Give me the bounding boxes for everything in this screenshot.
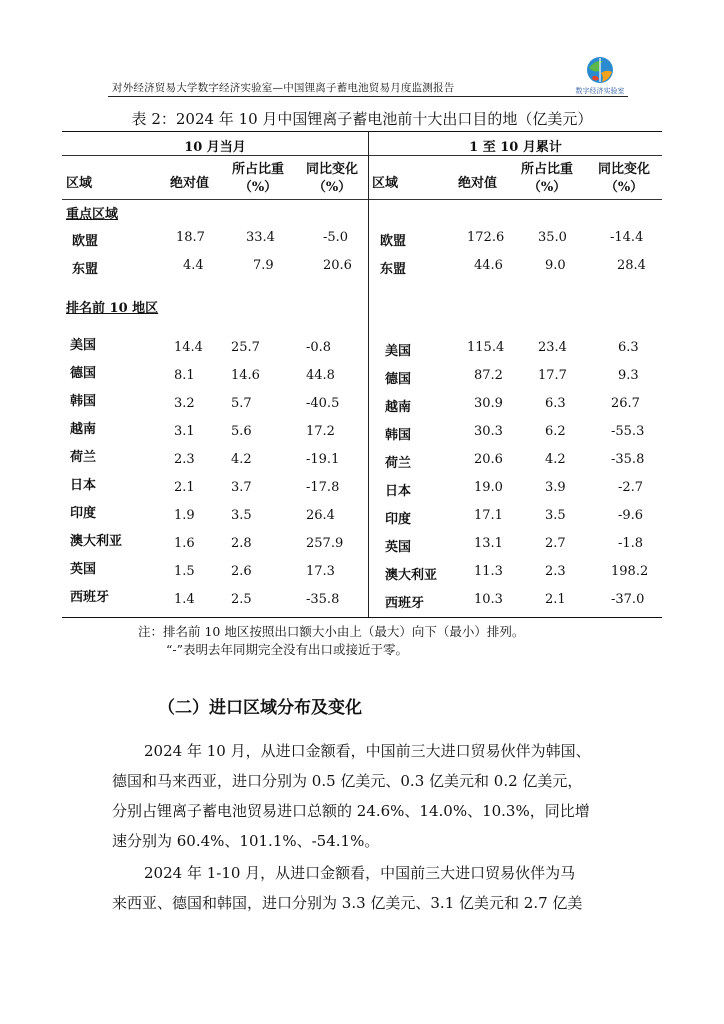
- row-yoy-left: -35.8: [306, 592, 340, 607]
- table-row: [0, 586, 724, 611]
- row-share-right: 4.2: [545, 452, 566, 467]
- row-abs-left: 2.1: [174, 480, 195, 495]
- col-header-region-right: 区域: [372, 176, 399, 191]
- row-yoy-right: 9.3: [618, 368, 639, 383]
- row-abs-right: 30.3: [474, 424, 503, 439]
- row-region-right: 欧盟: [380, 234, 407, 249]
- table-group-rule: [62, 155, 662, 156]
- paragraph-1-line-3: 分别占锂离子蓄电池贸易进口总额的 24.6%、14.0%、10.3%，同比增: [112, 802, 590, 820]
- paragraph-1-line-4: 速分别为 60.4%、101.1%、-54.1%。: [112, 832, 380, 850]
- row-share-right: 6.3: [545, 396, 566, 411]
- row-region-right: 印度: [385, 512, 412, 527]
- logo-text: 数字经济实验室: [575, 87, 625, 95]
- table-row: [0, 502, 724, 527]
- row-abs-right: 30.9: [474, 396, 503, 411]
- row-region-left: 越南: [70, 422, 97, 437]
- row-abs-right: 87.2: [474, 368, 503, 383]
- row-share-right: 2.3: [545, 564, 566, 579]
- row-share-left: 7.9: [253, 258, 274, 273]
- col-header-abs-left: 绝对值: [170, 176, 210, 191]
- table-row: [0, 558, 724, 583]
- section-key-regions: 重点区域: [66, 207, 119, 222]
- row-share-left: 5.6: [231, 424, 252, 439]
- row-abs-left: 1.5: [174, 564, 195, 579]
- row-yoy-right: 28.4: [617, 258, 646, 273]
- table-row: [0, 390, 724, 415]
- row-abs-right: 11.3: [474, 564, 503, 579]
- row-abs-left: 1.9: [174, 508, 195, 523]
- table-row: [0, 530, 724, 555]
- col-header-share-right-l1: 所占比重: [520, 162, 573, 177]
- table-note-2: “-”表明去年同期完全没有出口或接近于零。: [166, 642, 409, 657]
- row-region-right: 英国: [385, 540, 412, 555]
- row-abs-left: 3.1: [174, 424, 195, 439]
- section-heading: （二）进口区域分布及变化: [158, 698, 362, 718]
- row-yoy-left: 26.4: [306, 508, 335, 523]
- row-yoy-left: 44.8: [306, 368, 335, 383]
- row-yoy-right: -35.8: [611, 452, 645, 467]
- row-share-left: 3.5: [231, 508, 252, 523]
- col-header-yoy-right: [590, 161, 658, 197]
- row-yoy-left: 257.9: [306, 536, 344, 551]
- row-yoy-right: -2.7: [618, 480, 644, 495]
- col-header-share-left: [226, 161, 290, 197]
- row-share-right: 3.5: [545, 508, 566, 523]
- row-abs-right: 172.6: [467, 230, 505, 245]
- table-row: [0, 230, 724, 250]
- row-share-right: 2.1: [545, 592, 566, 607]
- row-region-left: 西班牙: [70, 590, 110, 605]
- table-caption: 表 2：2024 年 10 月中国锂离子蓄电池前十大出口目的地（亿美元）: [131, 110, 593, 128]
- row-yoy-right: 6.3: [618, 340, 639, 355]
- col-header-yoy-right-l1: 同比变化: [597, 162, 650, 177]
- row-yoy-right: -9.6: [618, 508, 644, 523]
- row-abs-left: 3.2: [174, 396, 195, 411]
- col-header-share-right: [514, 161, 580, 197]
- row-yoy-right: 26.7: [611, 396, 640, 411]
- row-yoy-right: -37.0: [611, 592, 645, 607]
- report-header-title: 对外经济贸易大学数字经济实验室—中国锂离子蓄电池贸易月度监测报告: [112, 82, 455, 94]
- row-share-left: 2.6: [231, 564, 252, 579]
- table-bottom-rule: [62, 617, 662, 618]
- row-abs-right: 10.3: [474, 592, 503, 607]
- row-yoy-left: 17.2: [306, 424, 335, 439]
- row-yoy-left: -5.0: [323, 230, 349, 245]
- row-abs-left: 1.4: [174, 592, 195, 607]
- row-share-left: 2.5: [231, 592, 252, 607]
- table-note-1: 注：排名前 10 地区按照出口额大小由上（最大）向下（最小）排列。: [138, 624, 525, 639]
- row-region-right: 西班牙: [385, 596, 425, 611]
- col-header-yoy-left-l1: 同比变化: [305, 162, 358, 177]
- row-yoy-right: -1.8: [618, 536, 644, 551]
- row-region-right: 越南: [385, 400, 412, 415]
- row-region-left: 印度: [70, 506, 97, 521]
- paragraph-1-line-2: 德国和马来西亚，进口分别为 0.5 亿美元、0.3 亿美元和 0.2 亿美元，: [112, 772, 583, 790]
- row-yoy-left: -19.1: [306, 452, 340, 467]
- row-yoy-right: -14.4: [610, 230, 644, 245]
- row-share-left: 33.4: [246, 230, 275, 245]
- table-row: [0, 362, 724, 387]
- row-abs-left: 1.6: [174, 536, 195, 551]
- row-abs-right: 13.1: [474, 536, 503, 551]
- row-share-right: 23.4: [538, 340, 567, 355]
- col-header-yoy-left: [300, 161, 364, 197]
- row-abs-left: 18.7: [176, 230, 205, 245]
- table-row: [0, 258, 724, 278]
- row-share-right: 35.0: [538, 230, 567, 245]
- row-region-right: 韩国: [385, 428, 412, 443]
- logo: [575, 55, 625, 99]
- table-row: [0, 474, 724, 499]
- row-region-left: 英国: [70, 562, 97, 577]
- col-header-share-left-l2: （%）: [238, 180, 278, 195]
- col-header-share-right-l2: （%）: [527, 180, 567, 195]
- row-region-left: 日本: [70, 478, 97, 493]
- globe-logo-icon: [585, 55, 615, 85]
- row-region-right: 澳大利亚: [385, 568, 438, 583]
- row-yoy-left: -0.8: [306, 340, 332, 355]
- row-region-right: 美国: [385, 344, 412, 359]
- row-yoy-left: 17.3: [306, 564, 335, 579]
- row-region-left: 韩国: [70, 394, 97, 409]
- col-header-abs-right: 绝对值: [458, 176, 498, 191]
- row-share-left: 2.8: [231, 536, 252, 551]
- table-header-rule: [62, 199, 662, 200]
- group-header-october: 10 月当月: [184, 140, 246, 155]
- row-region-right: 德国: [385, 372, 412, 387]
- row-region-right: 荷兰: [385, 456, 412, 471]
- row-share-right: 9.0: [545, 258, 566, 273]
- group-header-cumulative: 1 至 10 月累计: [469, 140, 562, 155]
- row-abs-left: 14.4: [174, 340, 203, 355]
- row-abs-left: 8.1: [174, 368, 195, 383]
- col-header-share-left-l1: 所占比重: [231, 162, 284, 177]
- row-share-left: 14.6: [231, 368, 260, 383]
- row-yoy-left: 20.6: [323, 258, 352, 273]
- row-share-left: 4.2: [231, 452, 252, 467]
- row-share-right: 17.7: [538, 368, 567, 383]
- row-share-right: 3.9: [545, 480, 566, 495]
- row-abs-right: 17.1: [474, 508, 503, 523]
- row-yoy-left: -17.8: [306, 480, 340, 495]
- paragraph-2-line-1: 2024 年 1-10 月，从进口金额看，中国前三大进口贸易伙伴为马: [144, 864, 576, 882]
- row-abs-left: 4.4: [183, 258, 204, 273]
- row-abs-right: 115.4: [467, 340, 505, 355]
- row-abs-right: 20.6: [474, 452, 503, 467]
- col-header-yoy-right-l2: （%）: [604, 180, 644, 195]
- row-abs-right: 44.6: [474, 258, 503, 273]
- col-header-yoy-left-l2: （%）: [312, 180, 352, 195]
- row-abs-right: 19.0: [474, 480, 503, 495]
- row-share-left: 5.7: [231, 396, 252, 411]
- paragraph-2-line-2: 来西亚、德国和韩国，进口分别为 3.3 亿美元、3.1 亿美元和 2.7 亿美: [112, 894, 583, 912]
- table-row: [0, 418, 724, 443]
- row-region-left: 美国: [70, 338, 97, 353]
- row-share-left: 3.7: [231, 480, 252, 495]
- table-top-rule: [62, 131, 662, 132]
- row-abs-left: 2.3: [174, 452, 195, 467]
- row-region-left: 德国: [70, 366, 97, 381]
- row-region-right: 东盟: [380, 262, 407, 277]
- table-row: [0, 446, 724, 471]
- row-region-left: 欧盟: [72, 234, 99, 249]
- row-region-left: 澳大利亚: [70, 534, 123, 549]
- row-region-right: 日本: [385, 484, 412, 499]
- row-yoy-left: -40.5: [306, 396, 340, 411]
- section-top-ten: 排名前 10 地区: [66, 301, 159, 316]
- row-yoy-right: 198.2: [611, 564, 649, 579]
- table-row: [0, 334, 724, 359]
- header-divider: [108, 96, 628, 97]
- row-region-left: 东盟: [72, 262, 99, 277]
- col-header-region-left: 区域: [66, 176, 93, 191]
- row-share-right: 2.7: [545, 536, 566, 551]
- row-yoy-right: -55.3: [611, 424, 645, 439]
- row-share-right: 6.2: [545, 424, 566, 439]
- row-region-left: 荷兰: [70, 450, 97, 465]
- paragraph-1-line-1: 2024 年 10 月，从进口金额看，中国前三大进口贸易伙伴为韩国、: [144, 742, 591, 760]
- row-share-left: 25.7: [231, 340, 260, 355]
